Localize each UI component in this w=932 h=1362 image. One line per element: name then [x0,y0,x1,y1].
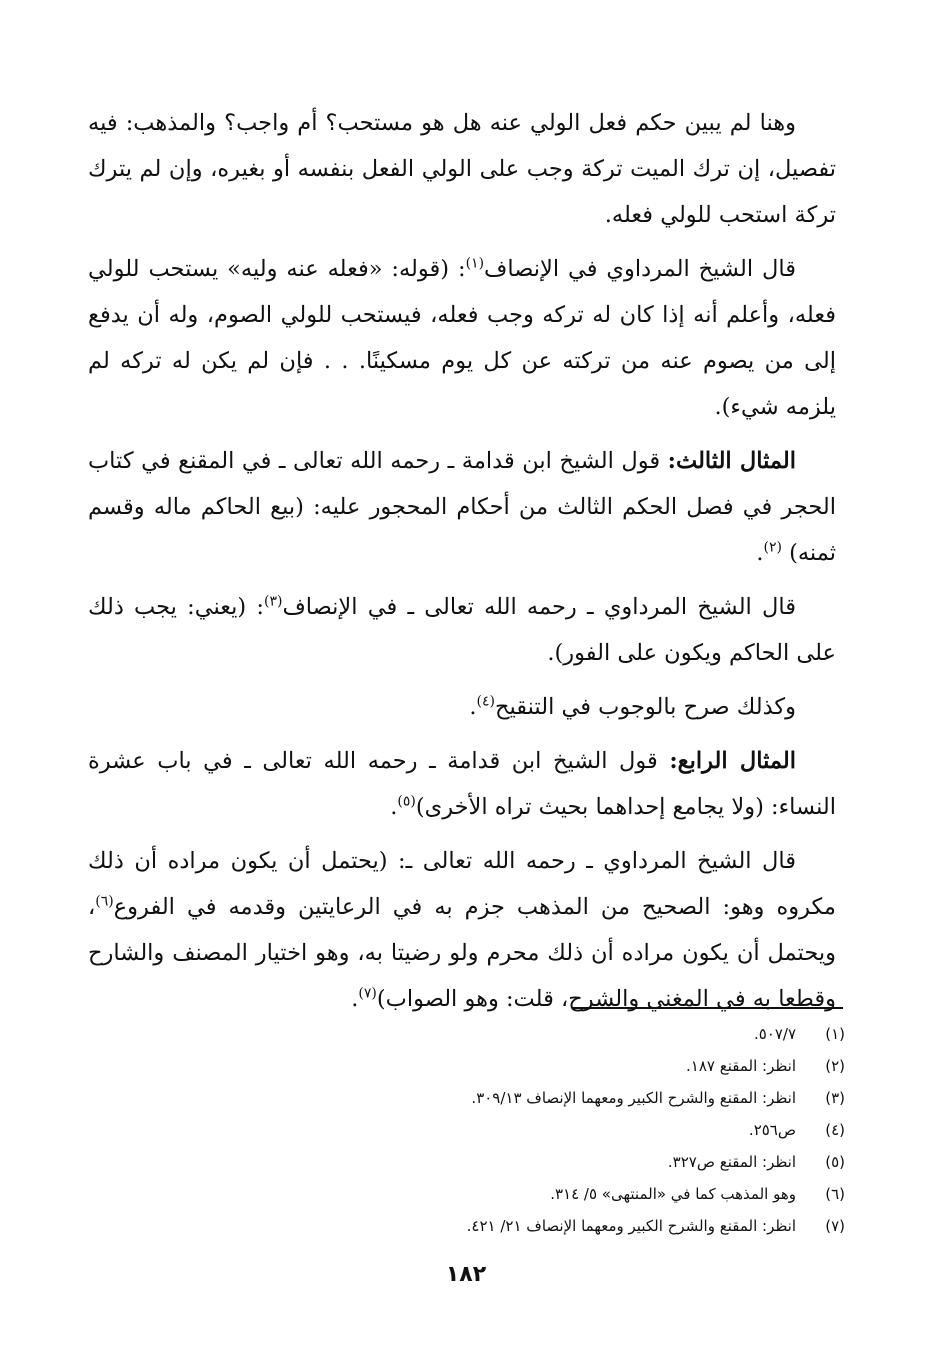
paragraph-2 [88,246,836,430]
footnote-item [260,1210,845,1242]
paragraph-2-text-b: : (قوله: «فعله عنه وليه» يستحب للولي فعله، وأعلم أنه إذا كان له تركه وجب فعله، فيستحب للولي الصوم، وله أن يدفع إلى من يصوم عنه من تركته عن كل يوم مسكينًا. . . فإن لم يكن له تركه لم يلزمه شيء). [88,256,836,420]
footnote-item [260,1018,845,1050]
paragraph-7-text-b: ، ويحتمل أن يكون مراده أن ذلك محرم ولو رضيتا به، وهو اختيار المصنف والشارح وقطعا به في المغني والشرح، قلت: وهو الصواب) [88,894,836,1012]
footnote-separator [573,1007,843,1009]
footnote-number: (١) [825,1025,845,1043]
footnote-number: (٦) [825,1185,845,1203]
paragraph-6-text-a: قول الشيخ ابن قدامة ـ رحمه الله تعالى ـ في باب عشرة النساء: (ولا يجامع إحداهما بحيث تراه الأخرى) [88,748,836,820]
footnote-item [260,1050,845,1082]
paragraph-2-text-a: قال الشيخ المرداوي في الإنصاف [484,256,796,282]
footnote-item [260,1082,845,1114]
page-number: ١٨٢ [445,1262,487,1287]
footnote-ref-5[interactable]: (٥) [397,793,416,810]
paragraph-6 [88,738,836,830]
main-text [88,100,836,1030]
paragraph-3-text-a: قول الشيخ ابن قدامة ـ رحمه الله تعالى ـ في المقنع في كتاب الحجر في فصل الحكم الثالث من أحكام المحجور عليه: (بيع الحاكم ماله وقسم ثمنه) [88,448,836,566]
paragraph-3-text-b: . [756,540,764,566]
footnote-ref-2[interactable]: (٢) [763,539,782,556]
footnote-text: وهو المذهب كما في «المنتهى» ٥/ ٣١٤. [550,1185,796,1203]
footnote-text: انظر: المقنع والشرح الكبير ومعهما الإنصاف ٢١/ ٤٢١. [466,1217,796,1235]
footnote-item [260,1178,845,1210]
footnote-ref-4[interactable]: (٤) [476,693,495,710]
footnote-text: انظر: المقنع ١٨٧. [686,1057,796,1075]
footnote-item [260,1146,845,1178]
footnote-text: ٥٠٧/٧. [753,1025,796,1043]
example-3-heading: المثال الثالث: [667,448,796,474]
footnote-text: انظر: المقنع والشرح الكبير ومعهما الإنصاف ٣٠٩/١٣. [471,1089,796,1107]
paragraph-5-text-b: . [469,694,477,720]
paragraph-1-text: وهنا لم يبين حكم فعل الولي عنه هل هو مستحب؟ أم واجب؟ والمذهب: فيه تفصيل، إن ترك الميت تركة وجب على الولي الفعل بنفسه أو بغيره، وإن لم يترك تركة استحب للولي فعله. [88,110,836,228]
footnote-number: (٤) [825,1121,845,1139]
footnotes [260,1018,845,1242]
footnote-number: (٧) [825,1217,845,1235]
footnote-ref-1[interactable]: (١) [465,255,485,272]
footnote-number: (٢) [825,1057,845,1075]
footnote-item [260,1114,845,1146]
paragraph-7 [88,838,836,1022]
paragraph-5-text-a: وكذلك صرح بالوجوب في التنقيح [494,694,796,720]
footnote-number: (٣) [825,1089,845,1107]
footnote-text: ص٢٥٦. [748,1121,796,1139]
footnote-ref-3[interactable]: (٣) [264,593,283,610]
paragraph-1 [88,100,836,238]
footnote-ref-6[interactable]: (٦) [95,893,114,910]
footnote-ref-7[interactable]: (٧) [358,985,377,1002]
paragraph-6-text-b: . [390,794,398,820]
paragraph-7-text-a: قال الشيخ المرداوي ـ رحمه الله تعالى ـ: (يحتمل أن يكون مراده أن ذلك مكروه وهو: الصحيح من المذهب جزم به في الرعايتين وقدمه في الفروع [88,848,836,920]
paragraph-7-text-c: . [351,986,359,1012]
paragraph-4 [88,584,836,676]
footnote-text: انظر: المقنع ص٣٢٧. [667,1153,796,1171]
paragraph-4-text-a: قال الشيخ المرداوي ـ رحمه الله تعالى ـ في الإنصاف [282,594,796,620]
paragraph-3 [88,438,836,576]
footnote-number: (٥) [825,1153,845,1171]
paragraph-4-text-b: : (يعني: يجب ذلك على الحاكم ويكون على الفور). [88,594,836,666]
paragraph-5 [88,684,836,730]
example-4-heading: المثال الرابع: [669,748,796,774]
